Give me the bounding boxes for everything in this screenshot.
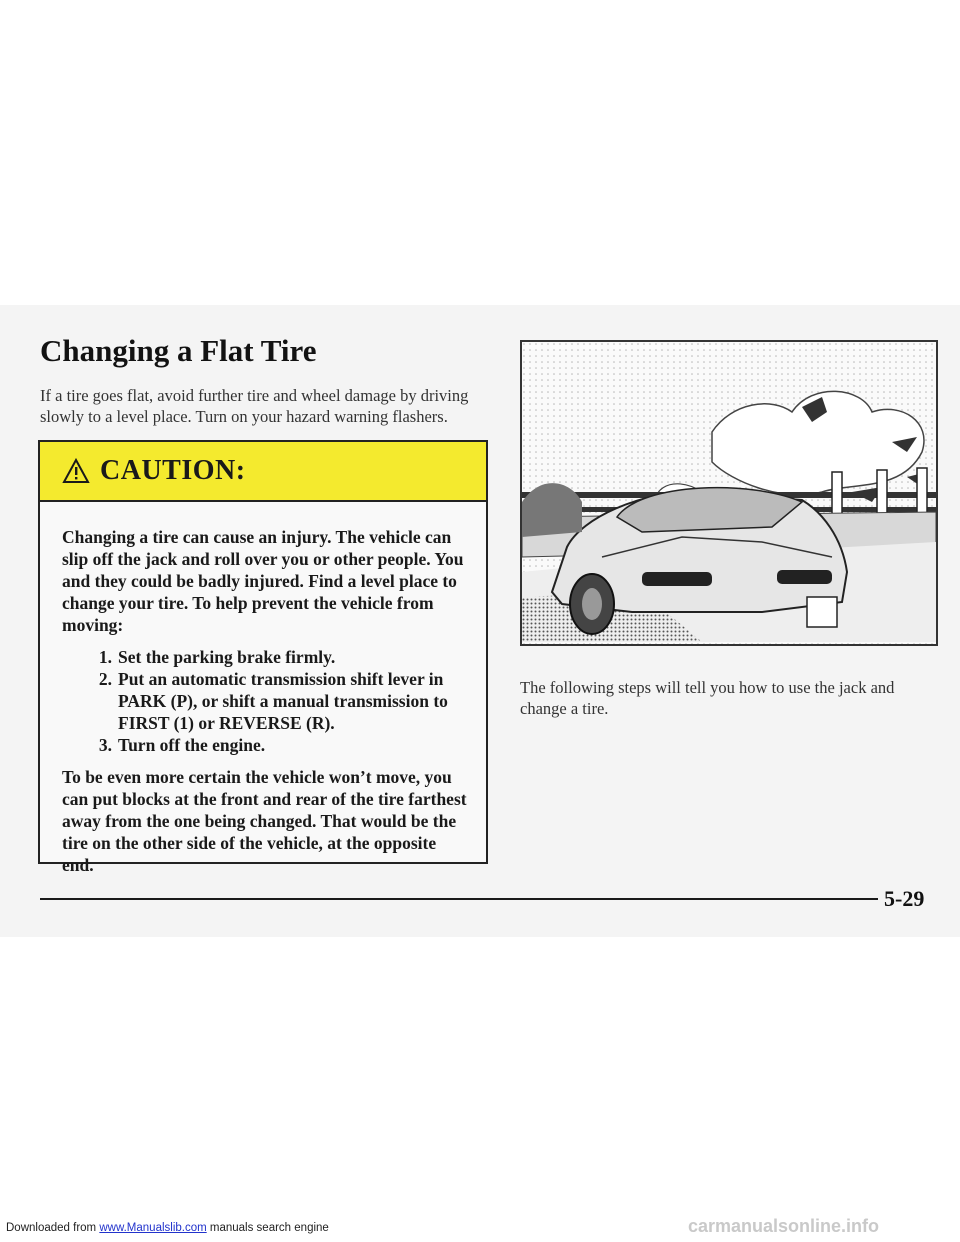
- step-number: 1.: [98, 647, 112, 667]
- car-illustration: [520, 340, 938, 646]
- step-number: 2.: [98, 669, 112, 689]
- step-text: Set the parking brake firmly.: [118, 647, 336, 667]
- caution-paragraph-2: To be even more certain the vehicle won’t move, you can put blocks at the front and rear of the tire farthest away from the one being changed. That would be the tire on the other side of the vehicle, at the opposite end.: [62, 767, 467, 875]
- caution-body: [62, 526, 472, 876]
- page-number: 5-29: [884, 886, 925, 911]
- following-steps-text: The following steps will tell you how to use the jack and change a tire.: [520, 678, 895, 718]
- download-footer: [6, 1222, 329, 1234]
- caution-header: [40, 442, 486, 502]
- caution-box: [38, 440, 488, 875]
- step-item: [62, 668, 472, 734]
- watermark: carmanualsonline.info: [688, 1216, 880, 1236]
- caution-paragraph-1: Changing a tire can cause an injury. The vehicle can slip off the jack and roll over you or other people. You and they could be badly injured. Find a level place to change your tire. To help prevent the vehicle from moving:: [62, 527, 464, 635]
- step-text: Put an automatic transmission shift lever in PARK (P), or shift a manual transmission to FIRST (1) or REVERSE (R).: [118, 669, 448, 733]
- step-text: Turn off the engine.: [118, 735, 266, 755]
- page-heading: Changing a Flat Tire: [40, 333, 317, 368]
- caution-steps: [62, 646, 472, 756]
- warning-triangle-icon: [62, 458, 90, 484]
- step-number: 3.: [98, 735, 112, 755]
- footer-prefix: Downloaded from: [6, 1222, 100, 1234]
- step-item: [62, 646, 472, 668]
- manualslib-link[interactable]: www.Manualslib.com: [99, 1222, 207, 1234]
- caution-title: CAUTION:: [100, 455, 246, 486]
- footer-rule: [40, 898, 878, 900]
- footer-suffix: manuals search engine: [206, 1222, 329, 1234]
- step-item: [62, 734, 472, 756]
- intro-paragraph: If a tire goes flat, avoid further tire and wheel damage by driving slowly to a level place. Turn on your hazard warning flashers.: [40, 386, 469, 426]
